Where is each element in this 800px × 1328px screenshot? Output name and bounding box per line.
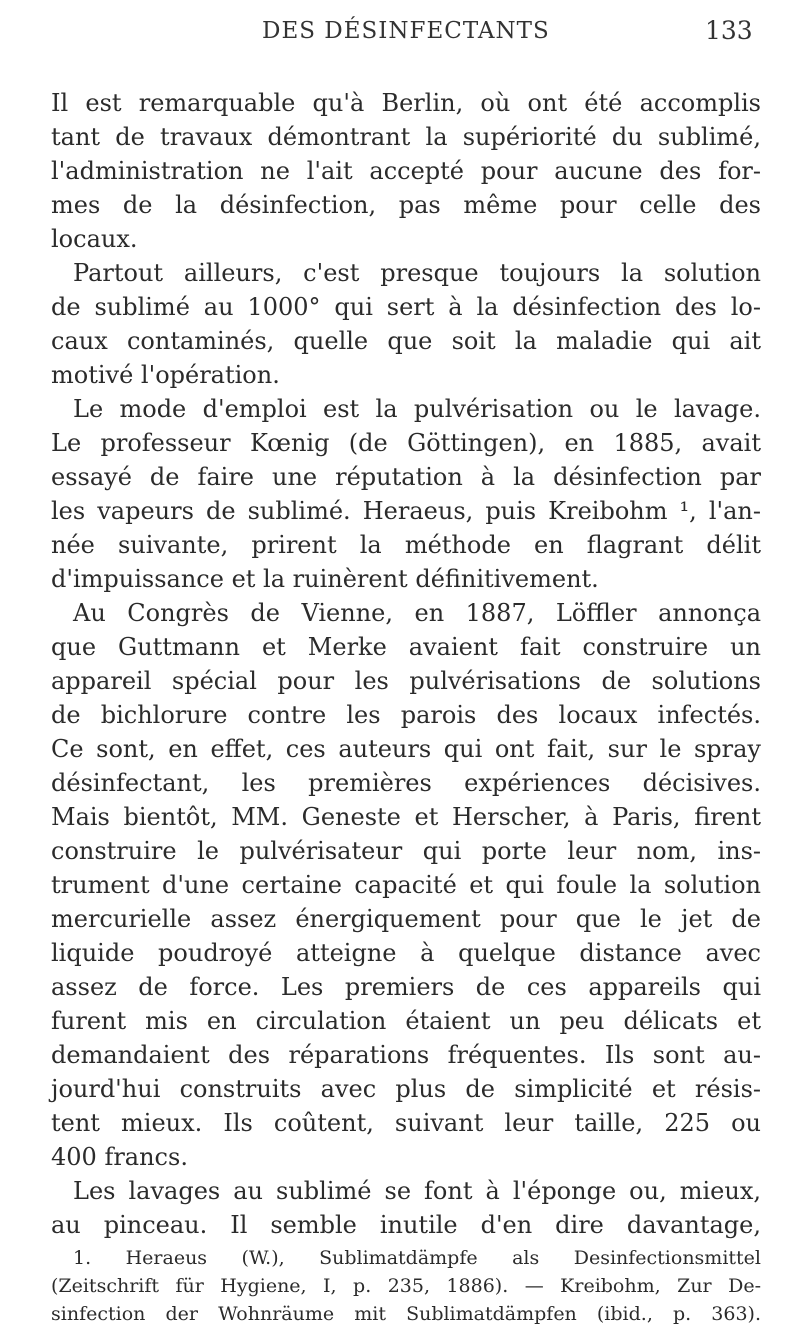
text-line: au pinceau. Il semble inutile d'en dire davantage,: [51, 1211, 761, 1239]
page-number: 133: [705, 16, 753, 45]
text-line: Mais bientôt, MM. Geneste et Herscher, à Paris, firent: [51, 803, 761, 831]
footnote-line: 1. Heraeus (W.), Sublimatdämpfe als Desinfectionsmittel: [73, 1247, 761, 1269]
footnote-line: sinfection der Wohnräume mit Sublimatdämpfen (ibid., p. 363).: [51, 1303, 761, 1325]
text-line: furent mis en circulation étaient un peu délicats et: [51, 1007, 761, 1035]
text-line: l'administration ne l'ait accepté pour aucune des for-: [51, 157, 761, 185]
text-line: Le mode d'emploi est la pulvérisation ou le lavage.: [73, 395, 761, 423]
running-title: DES DÉSINFECTANTS: [262, 18, 550, 44]
text-line: mercurielle assez énergiquement pour que le jet de: [51, 905, 761, 933]
text-line: Les lavages au sublimé se font à l'éponge ou, mieux,: [73, 1177, 761, 1205]
text-line: Au Congrès de Vienne, en 1887, Löffler annonça: [73, 599, 761, 627]
text-line: trument d'une certaine capacité et qui foule la solution: [51, 871, 761, 899]
text-line: Le professeur Kœnig (de Göttingen), en 1885, avait: [51, 429, 761, 457]
text-line: locaux.: [51, 225, 138, 253]
text-line: jourd'hui construits avec plus de simplicité et résis-: [51, 1075, 761, 1103]
text-line: essayé de faire une réputation à la désinfection par: [51, 463, 761, 491]
running-head: [0, 10, 800, 50]
text-line: tent mieux. Ils coûtent, suivant leur taille, 225 ou: [51, 1109, 761, 1137]
text-line: Partout ailleurs, c'est presque toujours la solution: [73, 259, 761, 287]
text-line: appareil spécial pour les pulvérisations de solutions: [51, 667, 761, 695]
text-line: de sublimé au 1000° qui sert à la désinfection des lo-: [51, 293, 761, 321]
body-text: [51, 86, 761, 1242]
text-line: mes de la désinfection, pas même pour celle des: [51, 191, 761, 219]
footnotes: [51, 1244, 761, 1328]
text-line: caux contaminés, quelle que soit la maladie qui ait: [51, 327, 761, 355]
text-line: Il est remarquable qu'à Berlin, où ont été accomplis: [51, 89, 761, 117]
text-line: née suivante, prirent la méthode en flagrant délit: [51, 531, 761, 559]
text-line: que Guttmann et Merke avaient fait construire un: [51, 633, 761, 661]
text-line: construire le pulvérisateur qui porte leur nom, ins-: [51, 837, 761, 865]
text-line: Ce sont, en effet, ces auteurs qui ont fait, sur le spray: [51, 735, 761, 763]
text-line: motivé l'opération.: [51, 361, 280, 389]
footnote-line: (Zeitschrift für Hygiene, I, p. 235, 1886). — Kreibohm, Zur De-: [51, 1275, 761, 1297]
text-line: tant de travaux démontrant la supériorité du sublimé,: [51, 123, 761, 151]
text-line: assez de force. Les premiers de ces appareils qui: [51, 973, 761, 1001]
text-line: demandaient des réparations fréquentes. Ils sont au-: [51, 1041, 761, 1069]
text-line: 400 francs.: [51, 1143, 188, 1171]
text-line: d'impuissance et la ruinèrent définitivement.: [51, 565, 599, 593]
text-line: de bichlorure contre les parois des locaux infectés.: [51, 701, 761, 729]
text-line: les vapeurs de sublimé. Heraeus, puis Kreibohm ¹, l'an-: [51, 497, 761, 525]
text-line: liquide poudroyé atteigne à quelque distance avec: [51, 939, 761, 967]
text-line: désinfectant, les premières expériences décisives.: [51, 769, 761, 797]
